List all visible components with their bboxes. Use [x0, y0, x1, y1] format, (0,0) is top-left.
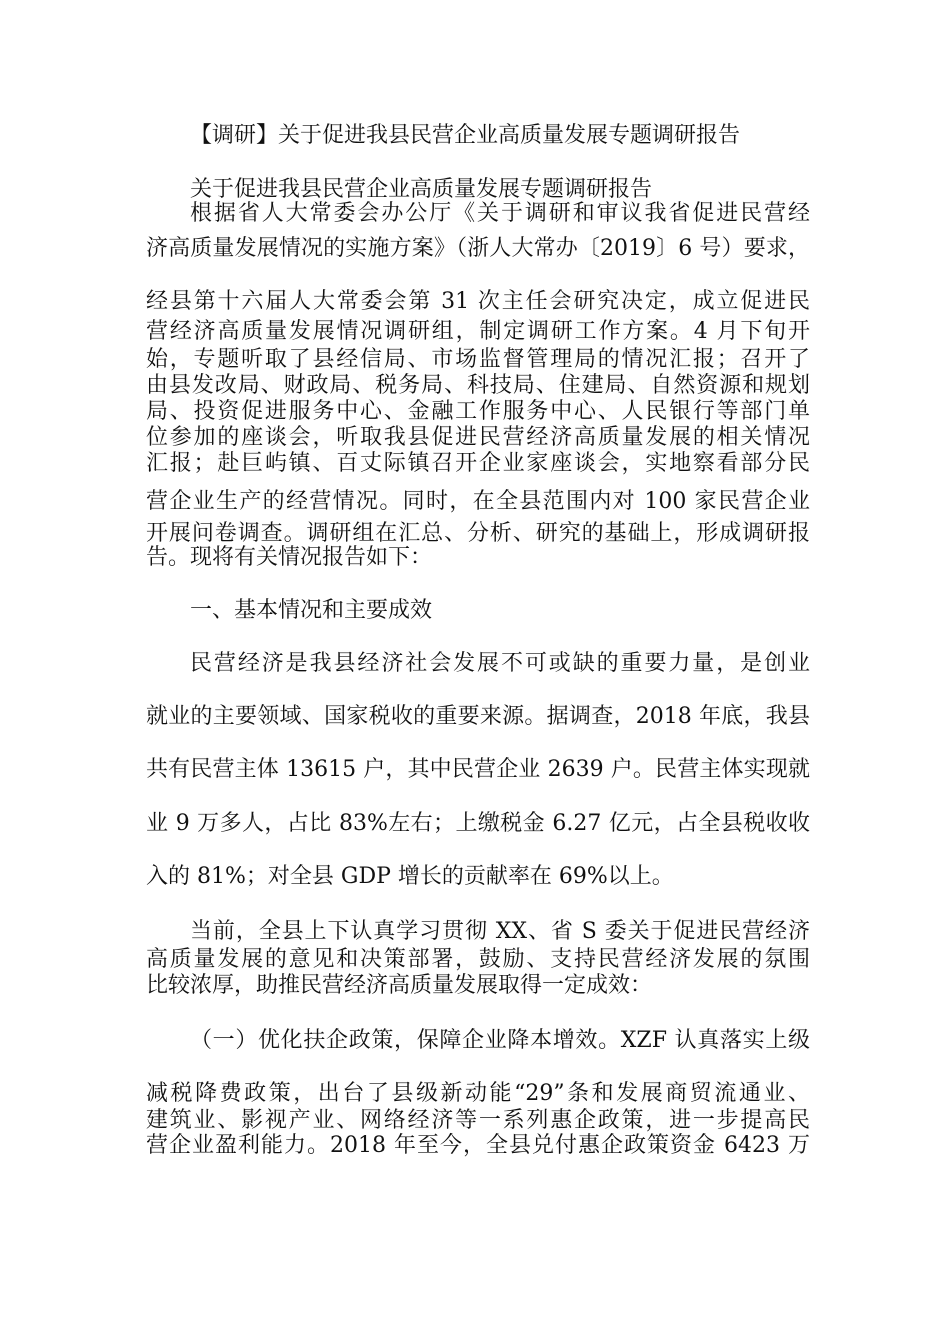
paragraph-line: 就业的主要领域、国家税收的重要来源。据调查，2018 年底，我县	[146, 704, 810, 729]
paragraph-line: 汇报；赴巨屿镇、百丈际镇召开企业家座谈会，实地察看部分民	[146, 451, 810, 476]
paragraph-line: （一）优化扶企政策，保障企业降本增效。XZF 认真落实上级	[190, 1028, 810, 1053]
document-title: 【调研】关于促进我县民营企业高质量发展专题调研报告	[190, 123, 741, 148]
paragraph-line: 由县发改局、财政局、税务局、科技局、住建局、自然资源和规划	[146, 373, 810, 398]
section-heading: 一、基本情况和主要成效	[190, 598, 433, 623]
paragraph-line: 入的 81%；对全县 GDP 增长的贡献率在 69%以上。	[146, 864, 674, 889]
paragraph-line: 开展问卷调查。调研组在汇总、分析、研究的基础上，形成调研报	[146, 521, 810, 546]
paragraph-line: 经县第十六届人大常委会第 31 次主任会研究决定，成立促进民	[146, 289, 810, 314]
paragraph-line: 局、投资促进服务中心、金融工作服务中心、人民银行等部门单	[146, 399, 810, 424]
paragraph-line: 业 9 万多人，占比 83%左右；上缴税金 6.27 亿元，占全县税收收	[146, 811, 810, 836]
paragraph-line: 营企业生产的经营情况。同时，在全县范围内对 100 家民营企业	[146, 489, 810, 514]
paragraph-line: 当前，全县上下认真学习贯彻 XX、省 S 委关于促进民营经济	[190, 919, 810, 944]
paragraph-line: 营经济高质量发展情况调研组，制定调研工作方案。4 月下旬开	[146, 319, 810, 344]
paragraph-line: 济高质量发展情况的实施方案》（浙人大常办〔2019〕6 号）要求，	[146, 236, 810, 261]
paragraph-line: 营企业盈利能力。2018 年至今，全县兑付惠企政策资金 6423 万	[146, 1133, 810, 1158]
paragraph-line: 根据省人大常委会办公厅《关于调研和审议我省促进民营经	[190, 201, 810, 226]
paragraph-line: 民营经济是我县经济社会发展不可或缺的重要力量，是创业	[190, 651, 810, 676]
paragraph-line: 建筑业、影视产业、网络经济等一系列惠企政策，进一步提高民	[146, 1108, 810, 1133]
paragraph-line: 位参加的座谈会，听取我县促进民营经济高质量发展的相关情况	[146, 425, 810, 450]
paragraph-line: 比较浓厚，助推民营经济高质量发展取得一定成效：	[146, 973, 653, 998]
paragraph-line: 始，专题听取了县经信局、市场监督管理局的情况汇报；召开了	[146, 347, 810, 372]
paragraph-line: 减税降费政策，出台了县级新动能“29”条和发展商贸流通业、	[146, 1081, 810, 1106]
paragraph-line: 共有民营主体 13615 户，其中民营企业 2639 户。民营主体实现就	[146, 757, 810, 782]
document-subtitle: 关于促进我县民营企业高质量发展专题调研报告	[190, 177, 653, 202]
paragraph-line: 告。现将有关情况报告如下：	[146, 545, 433, 570]
paragraph-line: 高质量发展的意见和决策部署，鼓励、支持民营经济发展的氛围	[146, 947, 810, 972]
